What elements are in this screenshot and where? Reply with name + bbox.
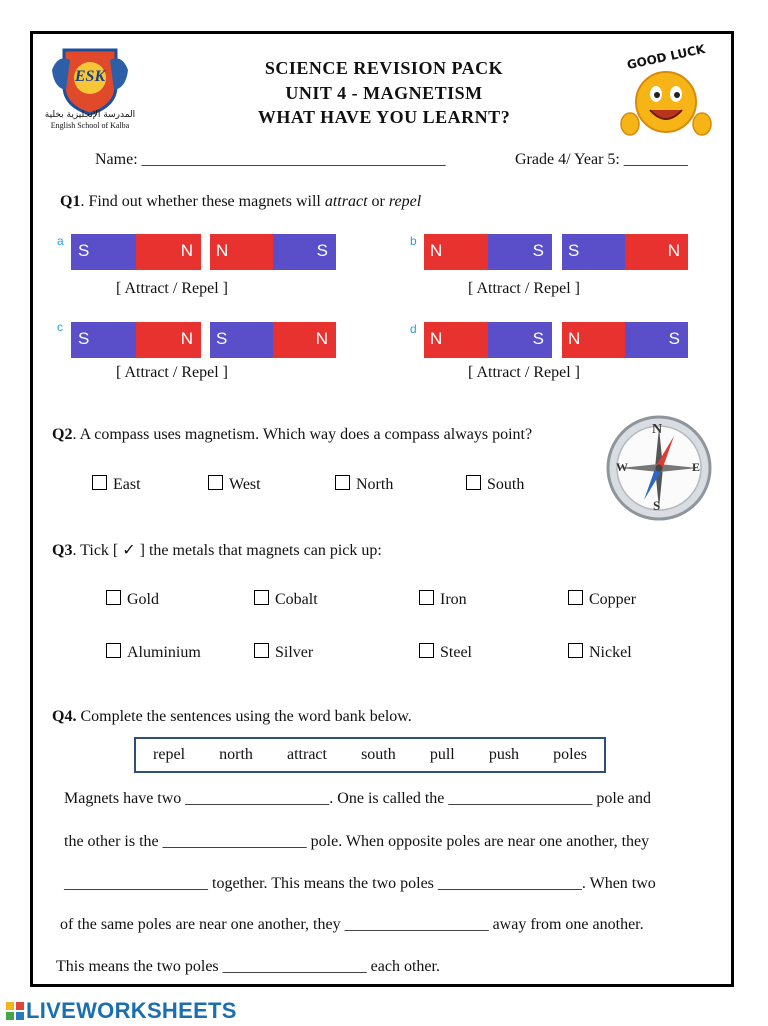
option-label: South bbox=[487, 476, 525, 493]
magnet-d2 bbox=[562, 322, 688, 358]
liveworksheets-brand: LIVEWORKSHEETS bbox=[26, 998, 237, 1023]
q2-option-east[interactable] bbox=[92, 475, 141, 494]
compass-n: N bbox=[652, 422, 663, 437]
option-label: Gold bbox=[127, 591, 159, 608]
q3-text: . Tick [ ✓ ] the metals that magnets can pick up: bbox=[72, 542, 382, 559]
word-bank-item: repel bbox=[153, 746, 186, 763]
school-name-arabic: المدرسة الإنجليزية بخلية bbox=[44, 110, 136, 120]
word-bank-item: poles bbox=[553, 746, 587, 763]
option-label: Steel bbox=[440, 644, 472, 661]
checkbox[interactable] bbox=[254, 590, 269, 605]
q4-sentence-2[interactable]: the other is the __________________ pole. When opposite poles are near one another, they bbox=[64, 833, 650, 850]
q2-number: Q2 bbox=[52, 426, 73, 443]
pole-s: S bbox=[316, 241, 328, 260]
pole-n: N bbox=[568, 329, 581, 348]
compass-e: E bbox=[692, 460, 701, 474]
magnet-c1 bbox=[71, 322, 201, 358]
pole-s: S bbox=[216, 329, 228, 348]
q1-number: Q1 bbox=[60, 193, 81, 210]
pair-b-choice[interactable]: [ Attract / Repel ] bbox=[468, 280, 580, 297]
q3-number: Q3 bbox=[52, 542, 73, 559]
option-label: East bbox=[113, 476, 141, 493]
name-field[interactable]: Name: ______________________________________ bbox=[95, 151, 446, 168]
pole-n: N bbox=[180, 241, 193, 260]
checkbox[interactable] bbox=[92, 475, 107, 490]
school-logo-text: ESK bbox=[74, 68, 106, 85]
q3-prompt bbox=[52, 540, 382, 560]
checkbox[interactable] bbox=[106, 590, 121, 605]
q1-repel-word: repel bbox=[388, 193, 422, 210]
q1-attract-word: attract bbox=[324, 193, 368, 210]
checkbox[interactable] bbox=[254, 643, 269, 658]
q4-sentence-5[interactable]: This means the two poles __________________ each other. bbox=[56, 958, 440, 975]
checkbox[interactable] bbox=[419, 590, 434, 605]
q4-number: Q4. bbox=[52, 708, 77, 725]
pole-s: S bbox=[78, 241, 90, 260]
q3-option-iron[interactable] bbox=[419, 590, 467, 609]
checkbox[interactable] bbox=[419, 643, 434, 658]
option-label: Aluminium bbox=[127, 644, 201, 661]
compass-image bbox=[606, 414, 712, 522]
magnet-b2 bbox=[562, 234, 688, 270]
liveworksheets-logo bbox=[6, 998, 237, 1024]
q4-sentence-1[interactable]: Magnets have two __________________. One is called the __________________ pole and bbox=[64, 790, 652, 807]
grade-field[interactable]: Grade 4/ Year 5: ________ bbox=[515, 151, 688, 168]
q3-option-nickel[interactable] bbox=[568, 643, 632, 662]
title-line-2: UNIT 4 - MAGNETISM bbox=[285, 83, 483, 103]
magnet-b1 bbox=[424, 234, 552, 270]
good-luck-smiley bbox=[616, 38, 716, 142]
pair-a-letter: a bbox=[57, 234, 64, 248]
word-bank-item: south bbox=[361, 746, 396, 763]
magnet-a1 bbox=[71, 234, 201, 270]
q1-text: . Find out whether these magnets will bbox=[80, 193, 325, 210]
school-name-english: English School of Kalba bbox=[50, 121, 130, 130]
word-bank bbox=[134, 737, 606, 773]
title-line-3: WHAT HAVE YOU LEARNT? bbox=[257, 107, 511, 127]
good-luck-text: GOOD LUCK bbox=[625, 41, 707, 73]
pair-c-choice[interactable]: [ Attract / Repel ] bbox=[116, 364, 228, 381]
q4-sentence-3[interactable]: __________________ together. This means the two poles __________________. When two bbox=[64, 875, 656, 892]
q2-text: . A compass uses magnetism. Which way does a compass always point? bbox=[72, 426, 533, 443]
pole-s: S bbox=[532, 241, 544, 260]
magnet-c2 bbox=[210, 322, 336, 358]
q4-text: Complete the sentences using the word bank below. bbox=[76, 708, 412, 725]
word-bank-item: attract bbox=[287, 746, 327, 763]
pole-n: N bbox=[216, 241, 229, 260]
option-label: Nickel bbox=[589, 644, 632, 661]
pole-n: N bbox=[180, 329, 193, 348]
compass-w: W bbox=[616, 460, 628, 474]
option-label: North bbox=[356, 476, 394, 493]
word-bank-item: north bbox=[219, 746, 253, 763]
option-label: Silver bbox=[275, 644, 314, 661]
q1-prompt bbox=[60, 193, 421, 211]
pole-s: S bbox=[668, 329, 680, 348]
q1-or: or bbox=[367, 193, 389, 210]
q4-prompt bbox=[52, 708, 412, 726]
q3-option-silver[interactable] bbox=[254, 643, 313, 662]
magnet-d1 bbox=[424, 322, 552, 358]
pole-s: S bbox=[568, 241, 580, 260]
liveworksheets-icon bbox=[6, 1000, 24, 1018]
compass-s: S bbox=[653, 498, 661, 513]
checkbox[interactable] bbox=[568, 590, 583, 605]
word-bank-item: push bbox=[488, 746, 520, 763]
pair-b-letter: b bbox=[410, 234, 417, 248]
q3-option-steel[interactable] bbox=[419, 643, 472, 662]
pair-d-letter: d bbox=[410, 322, 417, 336]
q3-option-aluminium[interactable] bbox=[106, 643, 201, 662]
option-label: Copper bbox=[589, 591, 637, 608]
q2-option-north[interactable] bbox=[335, 475, 393, 494]
magnet-a2 bbox=[210, 234, 336, 270]
q3-option-gold[interactable] bbox=[106, 590, 159, 609]
word-bank-item: pull bbox=[429, 746, 455, 763]
pole-s: S bbox=[532, 329, 544, 348]
q4-sentence-4[interactable]: of the same poles are near one another, they __________________ away from one another. bbox=[60, 916, 644, 933]
checkbox[interactable] bbox=[335, 475, 350, 490]
pole-s: S bbox=[78, 329, 90, 348]
pole-n: N bbox=[667, 241, 680, 260]
pair-c-letter: c bbox=[57, 320, 63, 334]
q2-prompt bbox=[52, 426, 532, 444]
checkbox[interactable] bbox=[106, 643, 121, 658]
option-label: Iron bbox=[440, 591, 467, 608]
checkbox[interactable] bbox=[466, 475, 481, 490]
option-label: West bbox=[229, 476, 261, 493]
q2-option-west[interactable] bbox=[208, 475, 261, 494]
pair-d-choice[interactable]: [ Attract / Repel ] bbox=[468, 364, 580, 381]
option-label: Cobalt bbox=[275, 591, 318, 608]
checkbox[interactable] bbox=[568, 643, 583, 658]
pole-n: N bbox=[430, 241, 443, 260]
checkbox[interactable] bbox=[208, 475, 223, 490]
pair-a-choice[interactable]: [ Attract / Repel ] bbox=[116, 280, 228, 297]
pole-n: N bbox=[315, 329, 328, 348]
title-line-1: SCIENCE REVISION PACK bbox=[264, 58, 504, 78]
pole-n: N bbox=[430, 329, 443, 348]
q3-option-copper[interactable] bbox=[568, 590, 636, 609]
q3-option-cobalt[interactable] bbox=[254, 590, 318, 609]
q2-option-south[interactable] bbox=[466, 475, 524, 494]
